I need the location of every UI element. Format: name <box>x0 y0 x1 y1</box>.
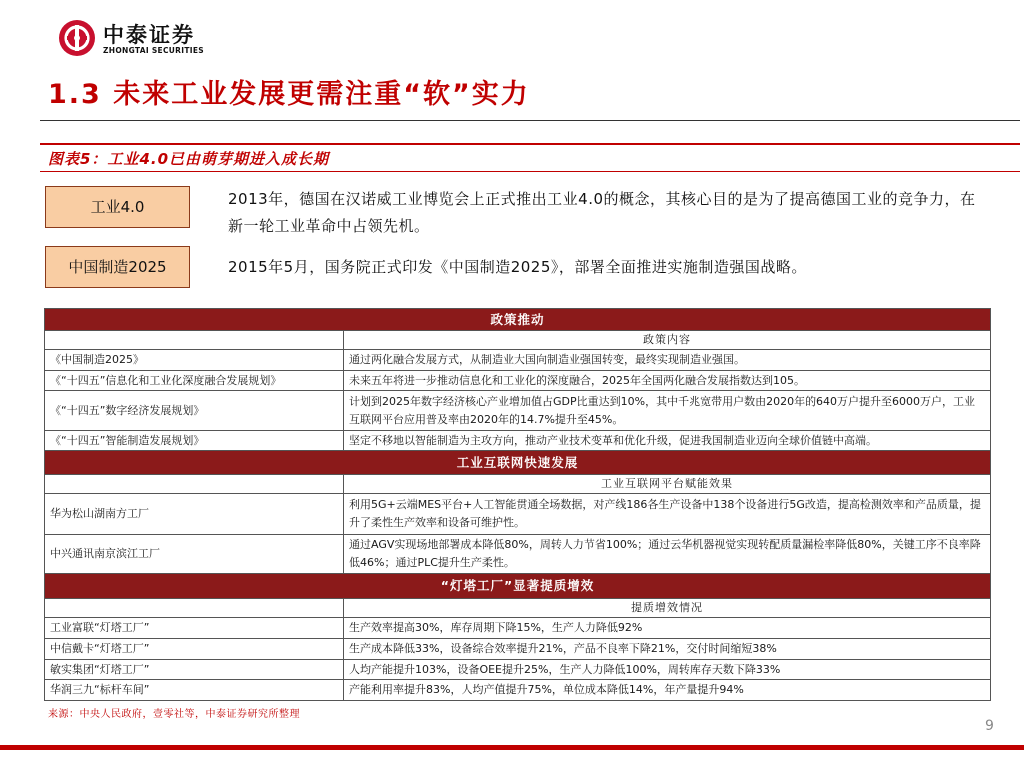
subheader-row <box>45 475 991 494</box>
row-name: 《中国制造2025》 <box>45 350 344 371</box>
empty-cell <box>45 331 344 350</box>
brand-name-en: ZHONGTAI SECURITIES <box>103 46 204 55</box>
caption-top-rule <box>40 143 1020 145</box>
page-title: 1.3 未来工业发展更需注重“软”实力 <box>48 79 530 110</box>
table-row <box>45 618 991 639</box>
page-number: 9 <box>985 718 994 734</box>
row-name: 《“十四五”信息化和工业化深度融合发展规划》 <box>45 371 344 391</box>
table-row <box>45 431 991 451</box>
row-detail: 生产效率提高30%，库存周期下降15%，生产人力降低92% <box>344 618 991 639</box>
row-detail: 人均产能提升103%，设备OEE提升25%，生产人力降低100%，周转库存天数下降33% <box>344 660 991 680</box>
row-name: 中信戴卡“灯塔工厂” <box>45 639 344 660</box>
brand-logo <box>58 19 218 57</box>
empty-cell <box>45 599 344 618</box>
table-row <box>45 391 991 431</box>
row-detail: 通过两化融合发展方式，从制造业大国向制造业强国转变，最终实现制造业强国。 <box>344 350 991 371</box>
row-name: 中兴通讯南京滨江工厂 <box>45 535 344 574</box>
row-detail: 未来五年将进一步推动信息化和工业化的深度融合，2025年全国两化融合发展指数达到105。 <box>344 371 991 391</box>
row-name: 华为松山湖南方工厂 <box>45 494 344 535</box>
row-name: 敏实集团“灯塔工厂” <box>45 660 344 680</box>
table-row <box>45 371 991 391</box>
table-row <box>45 680 991 701</box>
section-header-row <box>45 309 991 331</box>
row-detail: 坚定不移地以智能制造为主攻方向，推动产业技术变革和优化升级，促进我国制造业迈向全球价值链中高端。 <box>344 431 991 451</box>
column-subheading: 提质增效情况 <box>344 599 991 618</box>
section-heading: 工业互联网快速发展 <box>45 451 991 475</box>
row-name: 华润三九“标杆车间” <box>45 680 344 701</box>
source-note: 来源：中央人民政府，壹零社等，中泰证券研究所整理 <box>48 709 300 720</box>
row-detail: 通过AGV实现场地部署成本降低80%，周转人力节省100%；通过云华机器视觉实现转配质量漏检率降低80%，关键工序不良率降低46%；通过PLC提升生产柔性。 <box>344 535 991 574</box>
policy-table <box>44 308 991 701</box>
brand-name-cn: 中泰证券 <box>103 23 195 47</box>
row-name: 《“十四五”智能制造发展规划》 <box>45 431 344 451</box>
intro-text-industry-4-0: 2013年，德国在汉诺威工业博览会上正式推出工业4.0的概念，其核心目的是为了提高德国工业的竞争力，在新一轮工业革命中占领先机。 <box>228 190 976 235</box>
section-heading: 政策推动 <box>45 309 991 331</box>
section-header-row <box>45 574 991 599</box>
empty-cell <box>45 475 344 494</box>
row-detail: 计划到2025年数字经济核心产业增加值占GDP比重达到10%，其中千兆宽带用户数由2020年的640万户提升至6000万户，工业互联网平台应用普及率由2020年的14.7%提升至45%。 <box>344 391 991 431</box>
section-heading: “灯塔工厂”显著提质增效 <box>45 574 991 599</box>
row-detail: 利用5G+云端MES平台+人工智能贯通全场数据，对产线186各生产设备中138个设备进行5G改造，提高检测效率和产品质量，提升了柔性生产效率和设备可维护性。 <box>344 494 991 535</box>
figure-caption: 图表5：工业4.0已由萌芽期进入成长期 <box>48 150 330 168</box>
row-name: 《“十四五”数字经济发展规划》 <box>45 391 344 431</box>
table-row <box>45 350 991 371</box>
caption-bottom-rule <box>40 171 1020 172</box>
row-detail: 产能利用率提升83%，人均产值提升75%，单位成本降低14%，年产量提升94% <box>344 680 991 701</box>
table-row <box>45 494 991 535</box>
subheader-row <box>45 599 991 618</box>
table-row <box>45 535 991 574</box>
table-row <box>45 660 991 680</box>
tag-industry-4-0: 工业4.0 <box>45 186 190 228</box>
tag-made-in-china-2025: 中国制造2025 <box>45 246 190 288</box>
section-header-row <box>45 451 991 475</box>
zhongtai-logo-icon <box>58 19 96 57</box>
row-detail: 生产成本降低33%，设备综合效率提升21%，产品不良率下降21%，交付时间缩短38% <box>344 639 991 660</box>
subheader-row <box>45 331 991 350</box>
title-divider <box>40 120 1020 121</box>
intro-text-made-in-china-2025: 2015年5月，国务院正式印发《中国制造2025》，部署全面推进实施制造强国战略。 <box>228 258 807 276</box>
row-name: 工业富联“灯塔工厂” <box>45 618 344 639</box>
table-row <box>45 639 991 660</box>
footer-bar <box>0 745 1024 750</box>
column-subheading: 政策内容 <box>344 331 991 350</box>
column-subheading: 工业互联网平台赋能效果 <box>344 475 991 494</box>
